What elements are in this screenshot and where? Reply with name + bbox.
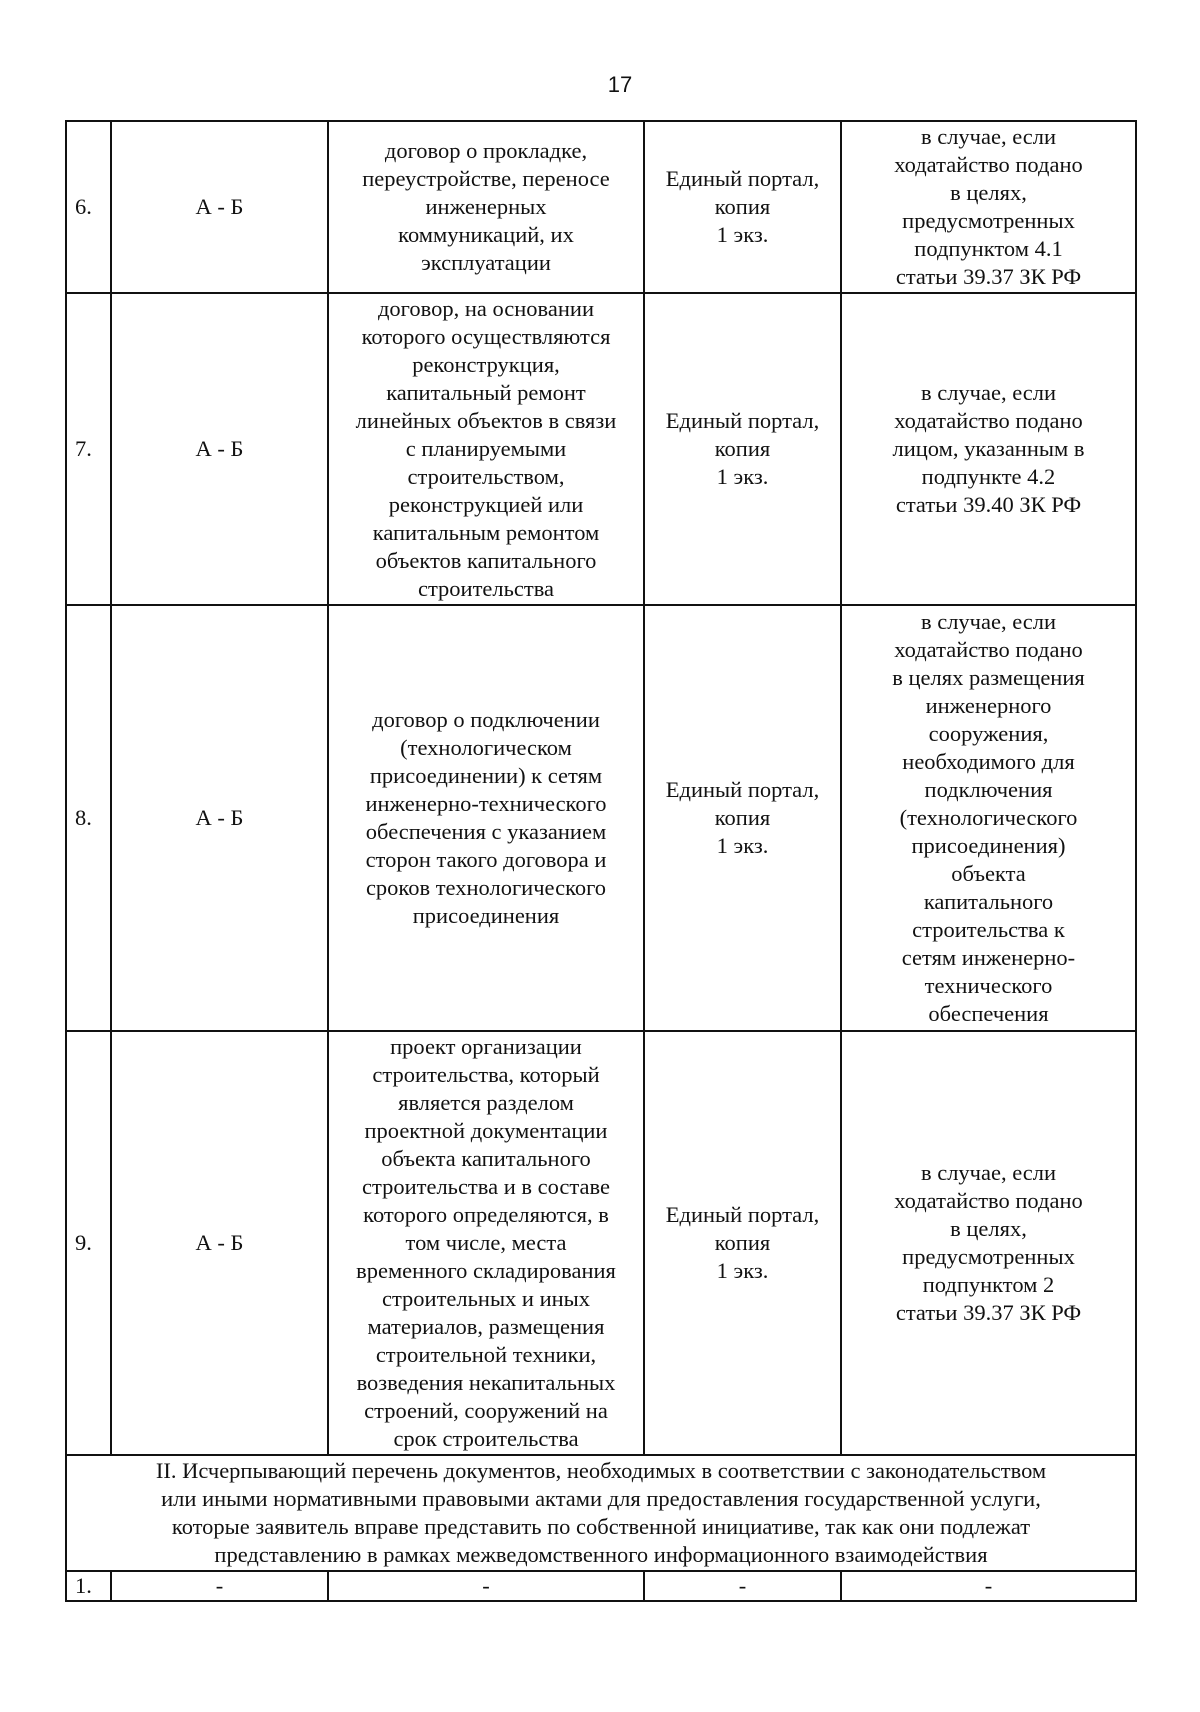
document-name: договор о подключении (технологическом присоединении) к сетям инженерно-технического обеспечения с указанием сторон такого договора и сроков технологического присоединения xyxy=(328,605,644,1031)
row-code: А - Б xyxy=(111,293,328,605)
row-code: А - Б xyxy=(111,1031,328,1455)
document-name: - xyxy=(328,1571,644,1601)
row-number: 6. xyxy=(66,121,111,293)
page-number: 17 xyxy=(607,72,633,97)
document-name: договор, на основании которого осуществляются реконструкция, капитальный ремонт линейных объектов в связи с планируемыми строительством, реконструкцией или капитальным ремонтом объектов капитального строительства xyxy=(328,293,644,605)
submission-form: - xyxy=(644,1571,841,1601)
row-number: 1. xyxy=(66,1571,111,1601)
section-heading: II. Исчерпывающий перечень документов, необходимых в соответствии с законодательством или иными нормативными правовыми актами для предоставления государственной услуги, которые заявитель вправе представить по собственной инициативе, так как они подлежат представлению в рамках межведомственного информационного взаимодействия xyxy=(66,1455,1136,1571)
row-number: 9. xyxy=(66,1031,111,1455)
document-name: проект организации строительства, который является разделом проектной документации объекта капитального строительства и в составе которого определяются, в том числе, места временного складирования строительных и иных материалов, размещения строительной техники, возведения некапитальных строений, сооружений на срок строительства xyxy=(328,1031,644,1455)
table-row xyxy=(66,293,1136,605)
submission-condition: в случае, если ходатайство подано в целях размещения инженерного сооружения, необходимого для подключения (технологического присоединения) объекта капитального строительства к сетям инженерно- технического обеспечения xyxy=(841,605,1136,1031)
submission-form: Единый портал, копия 1 экз. xyxy=(644,121,841,293)
row-code: - xyxy=(111,1571,328,1601)
document-name: договор о прокладке, переустройстве, переносе инженерных коммуникаций, их эксплуатации xyxy=(328,121,644,293)
submission-condition: в случае, если ходатайство подано в целях, предусмотренных подпунктом 2 статьи 39.37 ЗК РФ xyxy=(841,1031,1136,1455)
row-number: 7. xyxy=(66,293,111,605)
table-row xyxy=(66,121,1136,293)
table-row xyxy=(66,1031,1136,1455)
documents-table xyxy=(65,120,1137,1602)
row-number: 8. xyxy=(66,605,111,1031)
table-row xyxy=(66,605,1136,1031)
section-heading-row xyxy=(66,1455,1136,1571)
submission-condition: в случае, если ходатайство подано лицом, указанным в подпункте 4.2 статьи 39.40 ЗК РФ xyxy=(841,293,1136,605)
submission-form: Единый портал, копия 1 экз. xyxy=(644,293,841,605)
submission-form: Единый портал, копия 1 экз. xyxy=(644,605,841,1031)
row-code: А - Б xyxy=(111,605,328,1031)
row-code: А - Б xyxy=(111,121,328,293)
submission-form: Единый портал, копия 1 экз. xyxy=(644,1031,841,1455)
table-row xyxy=(66,1571,1136,1601)
submission-condition: в случае, если ходатайство подано в целях, предусмотренных подпунктом 4.1 статьи 39.37 ЗК РФ xyxy=(841,121,1136,293)
submission-condition: - xyxy=(841,1571,1136,1601)
